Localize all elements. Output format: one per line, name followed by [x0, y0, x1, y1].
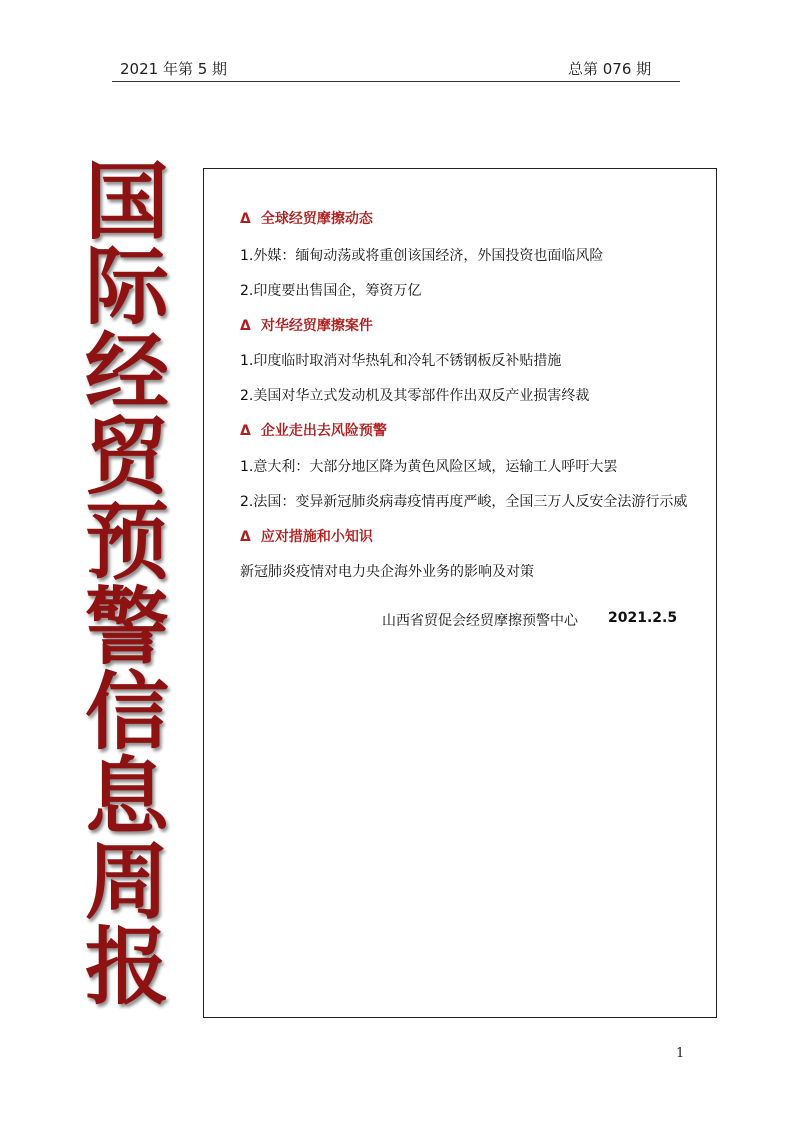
contents-item[interactable]: 2.印度要出售国企，筹资万亿 — [240, 283, 422, 299]
contents-item[interactable]: 1.印度临时取消对华热轧和冷轧不锈钢板反补贴措施 — [240, 353, 562, 369]
issue-number: 2021 年第 5 期 — [120, 60, 228, 78]
section-heading — [240, 315, 373, 335]
contents-item[interactable]: 2.美国对华立式发动机及其零部件作出双反产业损害终裁 — [240, 388, 590, 404]
section-heading — [240, 526, 373, 546]
section-title: 应对措施和小知识 — [260, 529, 373, 545]
title-char: 警 — [84, 578, 169, 676]
section-title: 对华经贸摩擦案件 — [260, 318, 373, 334]
section-title: 企业走出去风险预警 — [260, 423, 387, 439]
contents-item[interactable]: 新冠肺炎疫情对电力央企海外业务的影响及对策 — [240, 564, 534, 580]
section-heading — [240, 420, 387, 440]
title-char: 周 — [84, 833, 169, 931]
section-title: 全球经贸摩擦动态 — [260, 211, 373, 227]
title-char: 国 — [84, 153, 169, 251]
issuing-organization: 山西省贸促会经贸摩擦预警中心 — [382, 613, 578, 629]
title-char: 际 — [84, 238, 169, 336]
page-number: 1 — [676, 1046, 685, 1061]
title-char: 预 — [84, 493, 169, 591]
delta-icon: Δ — [240, 211, 251, 227]
header-divider — [112, 81, 680, 82]
title-char: 经 — [84, 323, 169, 421]
title-char: 贸 — [84, 408, 169, 506]
contents-item[interactable]: 1.意大利：大部分地区降为黄色风险区域，运输工人呼吁大罢 — [240, 459, 618, 475]
delta-icon: Δ — [240, 529, 251, 545]
issue-date: 2021.2.5 — [608, 610, 678, 626]
title-char: 息 — [84, 748, 169, 846]
total-issue-number: 总第 076 期 — [568, 60, 652, 78]
contents-item[interactable]: 2.法国：变异新冠肺炎病毒疫情再度严峻，全国三万人反安全法游行示威 — [240, 494, 688, 510]
section-heading — [240, 208, 373, 228]
delta-icon: Δ — [240, 423, 251, 439]
title-char: 信 — [84, 663, 169, 761]
vertical-title — [72, 153, 182, 1016]
contents-item[interactable]: 1.外媒：缅甸动荡或将重创该国经济，外国投资也面临风险 — [240, 248, 604, 264]
title-char: 报 — [84, 918, 169, 1016]
delta-icon: Δ — [240, 318, 251, 334]
